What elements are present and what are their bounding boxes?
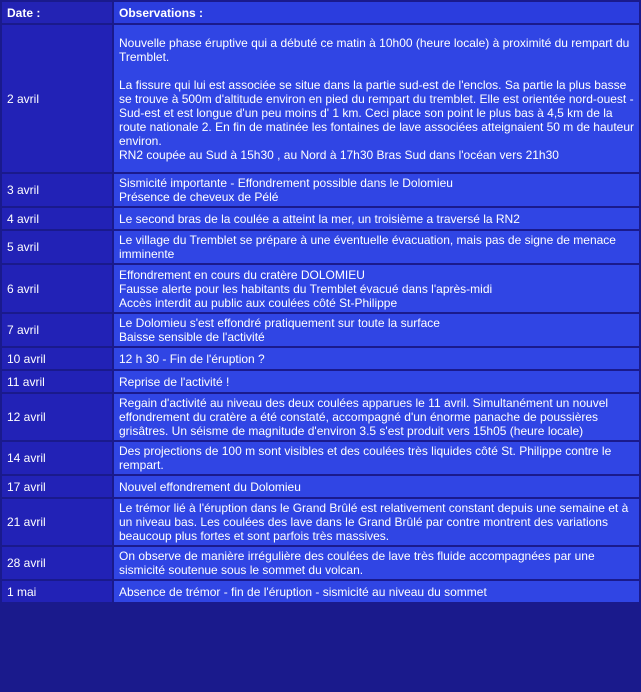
observation-paragraph: Sismicité importante - Effondrement possible dans le Dolomieu Présence de cheveux de Pélé <box>119 176 453 204</box>
row-date: 6 avril <box>2 265 112 312</box>
row-observation <box>114 499 639 545</box>
observation-paragraph: La fissure qui lui est associée se situe dans la partie sud-est de l'enclos. Sa partie la plus basse se trouve à 500m d'altitude environ en pied du rempart du tremblet. Elle est orientée nord-ouest - Sud-est et est longue d'un peu moins d' 1 km. Ceci place son point le plus bas à 4,5 km de la route nationale 2. En fin de matinée les fontaines de lave associées atteignaient 50 m de hauteur environ. RN2 coupée au Sud à 15h30 , au Nord à 17h30 Bras Sud dans l'océan vers 21h30 <box>119 77 635 162</box>
table-row <box>2 547 639 579</box>
table-row <box>2 265 639 312</box>
row-observation <box>114 348 639 369</box>
observation-paragraph: Le trémor lié à l'éruption dans le Grand Brûlé est relativement constant depuis une semaine et à un niveau bas. Les coulées des lave dans le Grand Brûlé par contre montrent des variations beaucoup plus fortes et sont parfois très massives. <box>119 501 629 543</box>
row-date: 17 avril <box>2 476 112 497</box>
row-observation <box>114 25 639 172</box>
row-date: 14 avril <box>2 442 112 474</box>
row-date: 11 avril <box>2 371 112 392</box>
table-row <box>2 499 639 545</box>
observation-paragraph: Le village du Tremblet se prépare à une éventuelle évacuation, mais pas de signe de menace imminente <box>119 233 616 261</box>
table-row <box>2 348 639 369</box>
table-row <box>2 394 639 440</box>
row-observation <box>114 547 639 579</box>
row-observation <box>114 231 639 263</box>
row-date: 21 avril <box>2 499 112 545</box>
table-row <box>2 371 639 392</box>
table-body <box>2 25 639 602</box>
row-date: 2 avril <box>2 25 112 172</box>
row-observation <box>114 442 639 474</box>
row-date: 12 avril <box>2 394 112 440</box>
observation-paragraph: 12 h 30 - Fin de l'éruption ? <box>119 351 265 366</box>
row-observation <box>114 371 639 392</box>
observation-paragraph: On observe de manière irrégulière des coulées de lave très fluide accompagnées par une sismicité soutenue sous le sommet du volcan. <box>119 549 595 577</box>
table-row <box>2 476 639 497</box>
observation-paragraph: Nouvel effondrement du Dolomieu <box>119 479 301 494</box>
table-row <box>2 581 639 602</box>
table-row <box>2 314 639 346</box>
row-observation <box>114 208 639 229</box>
row-date: 5 avril <box>2 231 112 263</box>
table-row <box>2 174 639 206</box>
observation-paragraph: Reprise de l'activité ! <box>119 374 230 389</box>
table-header-row <box>2 2 639 23</box>
table-row <box>2 25 639 172</box>
row-observation <box>114 476 639 497</box>
row-observation <box>114 394 639 440</box>
row-observation <box>114 265 639 312</box>
row-date: 10 avril <box>2 348 112 369</box>
table-row <box>2 231 639 263</box>
observation-paragraph: Regain d'activité au niveau des deux coulées apparues le 11 avril. Simultanément un nouvel effondrement du cratère a été constaté, accompagné d'un énorme panache de poussières grisâtres. Un séisme de magnitude d'environ 3.5 s'est produit vers 15h05 (heure locale) <box>119 396 609 438</box>
row-date: 28 avril <box>2 547 112 579</box>
table-row <box>2 208 639 229</box>
date-column-header: Date : <box>2 2 112 23</box>
observation-paragraph: Nouvelle phase éruptive qui a débuté ce matin à 10h00 (heure locale) à proximité du rempart du Tremblet. <box>119 35 630 64</box>
row-date: 7 avril <box>2 314 112 346</box>
observation-paragraph: Absence de trémor - fin de l'éruption - sismicité au niveau du sommet <box>119 584 487 599</box>
row-observation <box>114 314 639 346</box>
observation-paragraph: Le Dolomieu s'est effondré pratiquement sur toute la surface Baisse sensible de l'activité <box>119 316 440 344</box>
row-observation <box>114 581 639 602</box>
row-date: 3 avril <box>2 174 112 206</box>
observation-paragraph: Effondrement en cours du cratère DOLOMIEU Fausse alerte pour les habitants du Tremblet évacué dans l'après-midi Accès interdit au public aux coulées côté St-Philippe <box>119 267 493 310</box>
table-row <box>2 442 639 474</box>
observation-paragraph: Des projections de 100 m sont visibles et des coulées très liquides côté St. Philippe contre le rempart. <box>119 444 612 472</box>
row-observation <box>114 174 639 206</box>
row-date: 1 mai <box>2 581 112 602</box>
observations-column-header: Observations : <box>114 2 639 23</box>
row-date: 4 avril <box>2 208 112 229</box>
observation-paragraph: Le second bras de la coulée a atteint la mer, un troisième a traversé la RN2 <box>119 211 520 226</box>
